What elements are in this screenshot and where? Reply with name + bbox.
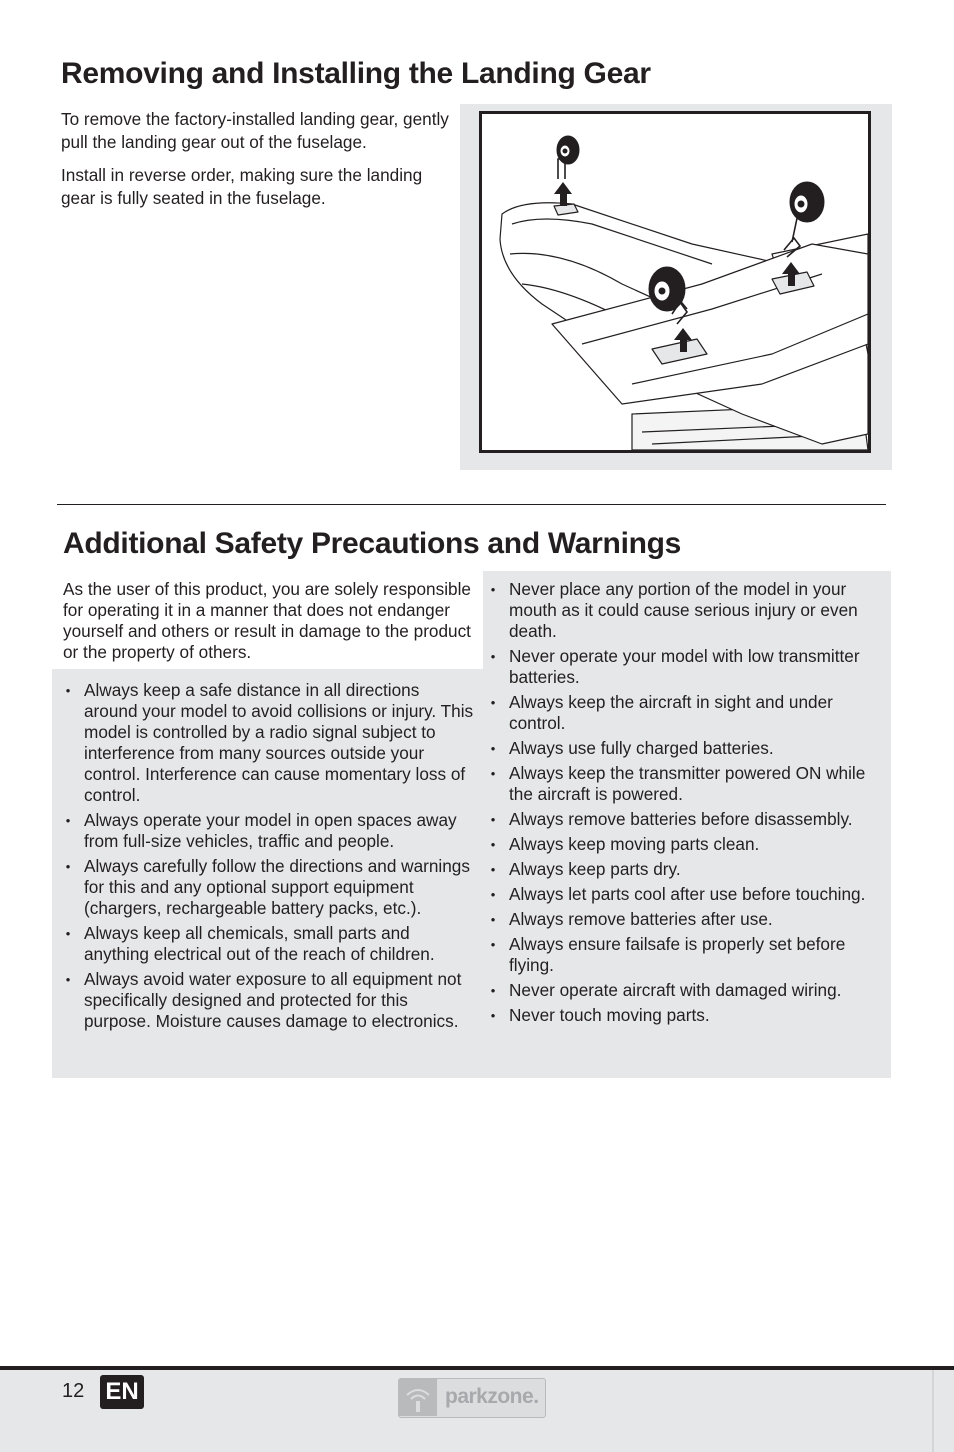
right-warning-item [487, 692, 887, 734]
right-warning-item-text: Always ensure failsafe is properly set before flying. [509, 934, 846, 975]
right-warning-list [487, 579, 887, 1030]
right-warning-item-text: Always keep the aircraft in sight and under control. [509, 692, 833, 733]
bullet-icon: • [490, 649, 496, 664]
bullet-icon: • [65, 813, 71, 828]
left-warning-item [62, 680, 474, 806]
bullet-icon: • [65, 972, 71, 987]
right-warning-item-text: Never place any portion of the model in your mouth as it could cause serious injury or even death. [509, 579, 858, 641]
right-warning-item [487, 884, 887, 905]
right-warning-item [487, 738, 887, 759]
safety-intro: As the user of this product, you are solely responsible for operating it in a manner that does not endanger yourself and others or result in damage to the product or the property of others. [63, 579, 471, 662]
right-warning-item-text: Never operate aircraft with damaged wiring. [509, 980, 842, 1000]
bullet-icon: • [65, 859, 71, 874]
language-badge: EN [100, 1375, 144, 1409]
brand-logo [398, 1378, 546, 1418]
right-warning-item [487, 763, 887, 805]
left-warning-item-text: Always keep a safe distance in all directions around your model to avoid collisions or injury. This model is controlled by a radio signal subject to interference from many sources outside your control. Interference can cause momentary loss of control. [84, 680, 474, 805]
paragraph-install: Install in reverse order, making sure the landing gear is fully seated in the fuselage. [61, 165, 423, 208]
brand-name: parkzone. [445, 1385, 539, 1408]
bullet-icon: • [65, 926, 71, 941]
left-warning-item [62, 969, 474, 1032]
footer-edge-line [932, 1370, 934, 1452]
landing-gear-figure [479, 111, 871, 453]
right-warning-item-text: Never operate your model with low transmitter batteries. [509, 646, 860, 687]
right-warning-item [487, 646, 887, 688]
section-title-safety: Additional Safety Precautions and Warnings [63, 527, 682, 560]
figure-panel [460, 104, 892, 470]
right-warning-item [487, 809, 887, 830]
bullet-icon: • [490, 766, 496, 781]
paragraph-remove: To remove the factory-installed landing gear, gently pull the landing gear out of the fuselage. [61, 109, 449, 152]
bullet-icon: • [490, 812, 496, 827]
right-warning-item [487, 579, 887, 642]
right-warning-item [487, 909, 887, 930]
right-warning-item-text: Always keep parts dry. [509, 859, 681, 879]
left-warning-list [62, 680, 474, 1036]
landing-gear-illustration-icon [482, 114, 868, 450]
right-warning-item [487, 934, 887, 976]
right-warning-item [487, 859, 887, 880]
left-warning-item [62, 923, 474, 965]
bullet-icon: • [490, 1008, 496, 1023]
left-warning-item [62, 856, 474, 919]
bullet-icon: • [490, 837, 496, 852]
right-warning-item-text: Always remove batteries before disassembly. [509, 809, 853, 829]
right-warning-item [487, 980, 887, 1001]
page-footer [0, 1366, 954, 1452]
right-warning-item [487, 834, 887, 855]
bullet-icon: • [490, 887, 496, 902]
left-warning-item-text: Always carefully follow the directions and warnings for this and any optional support equipment (chargers, rechargeable battery packs, etc.). [84, 856, 470, 918]
page-number: 12 [62, 1380, 85, 1402]
bullet-icon: • [490, 983, 496, 998]
bullet-icon: • [490, 582, 496, 597]
bullet-icon: • [65, 683, 71, 698]
right-warning-item-text: Always remove batteries after use. [509, 909, 773, 929]
bullet-icon: • [490, 912, 496, 927]
left-warning-item [62, 810, 474, 852]
bullet-icon: • [490, 937, 496, 952]
bullet-icon: • [490, 741, 496, 756]
left-warning-item-text: Always avoid water exposure to all equipment not specifically designed and protected for this purpose. Moisture causes damage to electronics. [84, 969, 462, 1031]
bullet-icon: • [490, 862, 496, 877]
right-warning-item-text: Never touch moving parts. [509, 1005, 710, 1025]
wifi-icon [399, 1379, 437, 1416]
bullet-icon: • [490, 695, 496, 710]
right-warning-item-text: Always keep moving parts clean. [509, 834, 760, 854]
section-divider [57, 504, 886, 505]
right-warning-item-text: Always keep the transmitter powered ON while the aircraft is powered. [509, 763, 866, 804]
right-warning-item-text: Always let parts cool after use before touching. [509, 884, 866, 904]
right-warning-item [487, 1005, 887, 1026]
right-warning-item-text: Always use fully charged batteries. [509, 738, 774, 758]
section-title-landing-gear: Removing and Installing the Landing Gear [61, 57, 651, 90]
left-warning-item-text: Always operate your model in open spaces away from full-size vehicles, traffic and people. [84, 810, 457, 851]
left-warning-item-text: Always keep all chemicals, small parts and anything electrical out of the reach of children. [84, 923, 435, 964]
